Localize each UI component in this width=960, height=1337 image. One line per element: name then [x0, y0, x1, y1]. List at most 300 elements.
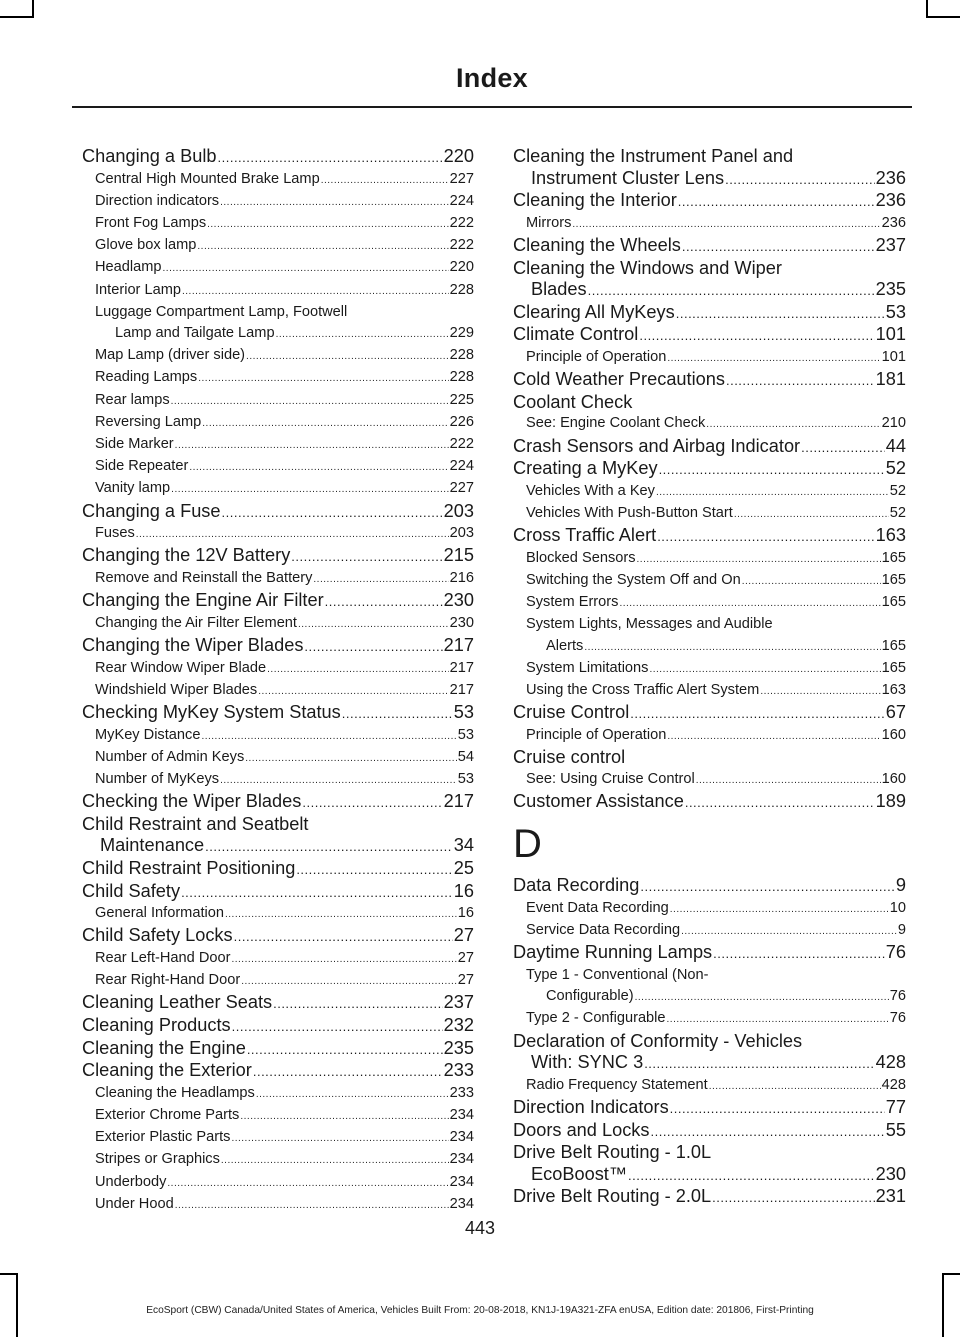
leader-dots: [670, 1098, 885, 1120]
entry-title: Direction Indicators: [513, 1096, 669, 1117]
subentry-title: Switching the System Off and On: [526, 571, 741, 588]
index-entry[interactable]: [82, 835, 474, 858]
subentry-page[interactable]: 165: [881, 637, 906, 654]
subentry-title: Configurable): [546, 988, 634, 1005]
index-subentry[interactable]: [513, 413, 906, 435]
subentry-title: Underbody: [95, 1173, 167, 1190]
index-entry[interactable]: [82, 925, 474, 948]
subentry-page[interactable]: 165: [881, 571, 906, 588]
subentry-title: Using the Cross Traffic Alert System: [526, 681, 760, 698]
index-entry[interactable]: [82, 791, 474, 814]
index-entry[interactable]: [513, 458, 906, 481]
index-subentry[interactable]: [82, 280, 474, 302]
leader-dots: [709, 1076, 881, 1097]
index-subentry[interactable]: [82, 568, 474, 590]
entry-title-line: Cleaning the Windows and Wiper: [513, 257, 782, 278]
subentry-page[interactable]: 27: [457, 972, 474, 989]
subentry-title: Headlamp: [95, 259, 162, 276]
leader-dots: [231, 949, 456, 970]
index-entry[interactable]: [513, 525, 906, 548]
index-entry[interactable]: [513, 369, 906, 392]
leader-dots: [588, 280, 875, 302]
entry-title: Drive Belt Routing - 2.0L: [513, 1186, 712, 1207]
entry-page[interactable]: 236: [875, 167, 906, 188]
subentry-page[interactable]: 428: [881, 1076, 906, 1093]
subentry-title-line: Type 1 - Conventional (Non-: [526, 966, 709, 983]
subentry-page[interactable]: 160: [881, 726, 906, 743]
entry-page[interactable]: 189: [875, 790, 906, 811]
index-entry[interactable]: [513, 791, 906, 814]
entry-title: Changing a Fuse: [82, 500, 221, 521]
subentry-page[interactable]: 228: [449, 369, 474, 386]
subentry-page[interactable]: 27: [457, 950, 474, 966]
entry-title: Clearing All MyKeys: [513, 301, 675, 322]
index-subentry[interactable]: [82, 523, 474, 545]
subentry-page[interactable]: 226: [449, 413, 474, 430]
subentry-page[interactable]: 234: [449, 1173, 474, 1190]
subentry-page[interactable]: 160: [881, 770, 906, 787]
leader-dots: [202, 413, 448, 434]
entry-page[interactable]: 181: [875, 369, 906, 390]
leader-dots: [726, 370, 875, 392]
entry-page[interactable]: 34: [453, 835, 474, 856]
entry-page[interactable]: 215: [443, 545, 474, 566]
entry-title: Cold Weather Precautions: [513, 369, 725, 390]
index-subentry[interactable]: [82, 478, 474, 500]
entry-page[interactable]: 52: [885, 458, 906, 479]
subentry-page[interactable]: 234: [449, 1129, 474, 1146]
entry-page[interactable]: 203: [443, 500, 474, 521]
subentry-page[interactable]: 217: [449, 659, 474, 676]
crop-mark-top-right: [926, 0, 960, 18]
leader-dots: [628, 1165, 875, 1187]
entry-title: Climate Control: [513, 324, 639, 345]
index-subentry[interactable]: [82, 1127, 474, 1149]
subentry-page[interactable]: 10: [889, 899, 906, 916]
leader-dots: [713, 943, 885, 965]
subentry-title-line: Luggage Compartment Lamp, Footwell: [95, 303, 348, 320]
subentry-page[interactable]: 16: [457, 905, 474, 922]
subentry-page[interactable]: 163: [881, 681, 906, 698]
leader-dots: [258, 681, 448, 702]
index-entry[interactable]: [82, 858, 474, 881]
index-subentry[interactable]: [513, 658, 906, 680]
entry-title: Child Safety: [82, 880, 181, 901]
index-entry[interactable]: [513, 190, 906, 213]
leader-dots: [302, 792, 442, 814]
leader-dots: [231, 1128, 448, 1149]
subentry-page[interactable]: 230: [449, 614, 474, 631]
subentry-page[interactable]: 210: [881, 415, 906, 432]
entry-title: Crash Sensors and Airbag Indicator: [513, 435, 801, 456]
index-subentry[interactable]: [82, 725, 474, 747]
index-entry[interactable]: [82, 545, 474, 568]
index-entry[interactable]: [513, 1186, 906, 1209]
entry-page[interactable]: 233: [443, 1060, 474, 1081]
subentry-title: Stripes or Graphics: [95, 1151, 220, 1168]
subentry-page[interactable]: 228: [449, 281, 474, 298]
subentry-title: Interior Lamp: [95, 281, 181, 298]
subentry-page[interactable]: 220: [449, 259, 474, 276]
subentry-title: Blocked Sensors: [526, 549, 636, 566]
leader-dots: [225, 904, 457, 925]
subentry-page[interactable]: 222: [449, 215, 474, 231]
subentry-title: Number of MyKeys: [95, 771, 220, 788]
index-entry[interactable]: [82, 590, 474, 613]
entry-page[interactable]: 217: [443, 791, 474, 812]
entry-title: Cruise Control: [513, 702, 630, 723]
entry-title: Changing the Engine Air Filter: [82, 590, 324, 611]
leader-dots: [656, 482, 889, 503]
index-entry[interactable]: [82, 146, 474, 169]
entry-page[interactable]: 101: [875, 324, 906, 345]
entry-page[interactable]: 217: [443, 635, 474, 656]
leader-dots: [637, 549, 881, 570]
subentry-page[interactable]: 236: [881, 214, 906, 231]
entry-page[interactable]: 428: [875, 1052, 906, 1073]
index-subentry[interactable]: [82, 1105, 474, 1127]
subentry-page[interactable]: 234: [449, 1195, 474, 1212]
subentry-page[interactable]: 165: [881, 659, 906, 676]
subentry-title: Glove box lamp: [95, 237, 197, 254]
index-subentry[interactable]: [82, 235, 474, 257]
leader-dots: [342, 703, 453, 725]
entry-page[interactable]: 230: [875, 1163, 906, 1184]
subentry-page[interactable]: 227: [449, 480, 474, 497]
index-entry[interactable]: [513, 1120, 906, 1143]
index-entry[interactable]: [82, 635, 474, 658]
index-entry[interactable]: [513, 702, 906, 725]
leader-dots: [304, 636, 442, 658]
entry-title: With: SYNC 3: [531, 1052, 644, 1073]
index-entry[interactable]: [513, 324, 906, 347]
leader-dots: [189, 457, 448, 478]
entry-page[interactable]: 77: [885, 1096, 906, 1117]
index-subentry[interactable]: [82, 903, 474, 925]
leader-dots: [234, 926, 453, 948]
entry-page[interactable]: 53: [885, 301, 906, 322]
subentry-page[interactable]: 53: [457, 771, 474, 788]
index-subentry[interactable]: [513, 898, 906, 920]
index-subentry[interactable]: [513, 1075, 906, 1097]
entry-page[interactable]: 230: [443, 590, 474, 611]
index-entry[interactable]: [82, 501, 474, 524]
index-subentry[interactable]: [82, 1194, 474, 1216]
entry-title: Child Restraint Positioning: [82, 858, 296, 879]
index-entry[interactable]: [82, 992, 474, 1015]
subentry-page[interactable]: 9: [897, 922, 906, 939]
subentry-title: Type 2 - Configurable: [526, 1010, 666, 1027]
index-subentry[interactable]: [82, 613, 474, 635]
index-subentry[interactable]: [82, 1083, 474, 1105]
index-subentry[interactable]: [82, 390, 474, 412]
leader-dots: [649, 659, 880, 680]
subentry-page[interactable]: 54: [457, 748, 474, 765]
subentry-page[interactable]: 76: [889, 988, 906, 1005]
leader-dots: [619, 593, 880, 614]
subentry-page[interactable]: 165: [881, 594, 906, 611]
subentry-page[interactable]: 229: [449, 325, 474, 342]
leader-dots: [635, 987, 889, 1008]
entry-page[interactable]: 76: [885, 942, 906, 963]
index-entry[interactable]: [513, 279, 906, 302]
entry-page[interactable]: 44: [885, 435, 906, 456]
leader-dots: [678, 191, 875, 213]
entry-title: Checking MyKey System Status: [82, 702, 341, 723]
subentry-page[interactable]: 53: [457, 726, 474, 743]
subentry-page[interactable]: 224: [449, 192, 474, 209]
subentry-page[interactable]: 101: [881, 348, 906, 365]
entry-page[interactable]: 237: [875, 234, 906, 255]
subentry-title: Windshield Wiper Blades: [95, 681, 258, 698]
index-subentry[interactable]: [513, 725, 906, 747]
entry-title: Cleaning the Engine: [82, 1037, 246, 1058]
index-subentry[interactable]: [82, 658, 474, 680]
entry-page[interactable]: 237: [443, 992, 474, 1013]
subentry-page[interactable]: 227: [449, 170, 474, 187]
subentry-page[interactable]: 165: [881, 549, 906, 566]
subentry-page[interactable]: 234: [449, 1151, 474, 1168]
index-subentry[interactable]: [513, 769, 906, 791]
subentry-title: Reversing Lamp: [95, 413, 202, 430]
leader-dots: [296, 859, 452, 881]
entry-page[interactable]: 9: [895, 875, 906, 896]
section-letter: D: [513, 822, 542, 867]
subentry-page[interactable]: 52: [889, 482, 906, 499]
index-subentry[interactable]: [82, 769, 474, 791]
index-subentry[interactable]: [82, 169, 474, 191]
index-entry[interactable]: [513, 436, 906, 459]
subentry-title: Under Hood: [95, 1195, 174, 1212]
entry-title-line: Cleaning the Instrument Panel and: [513, 146, 794, 166]
leader-dots: [670, 899, 889, 920]
entry-page[interactable]: 235: [443, 1037, 474, 1058]
index-entry[interactable]: [513, 1164, 906, 1187]
index-subentry[interactable]: [82, 434, 474, 456]
index-subentry[interactable]: [82, 257, 474, 279]
leader-dots: [706, 414, 880, 435]
subentry-title: Vehicles With Push-Button Start: [526, 504, 733, 521]
index-subentry[interactable]: [82, 323, 474, 345]
index-entry[interactable]: [82, 1060, 474, 1083]
subentry-page[interactable]: 224: [449, 458, 474, 475]
leader-dots: [676, 303, 885, 325]
leader-dots: [584, 637, 880, 658]
leader-dots: [220, 770, 457, 791]
leader-dots: [175, 1195, 449, 1216]
subentry-page[interactable]: 216: [449, 570, 474, 587]
subentry-page[interactable]: 234: [449, 1106, 474, 1123]
entry-page[interactable]: 67: [885, 702, 906, 723]
entry-page[interactable]: 236: [875, 190, 906, 211]
subentry-page[interactable]: 217: [449, 681, 474, 698]
index-entry[interactable]: [82, 881, 474, 904]
leader-dots: [659, 459, 885, 481]
entry-title: Instrument Cluster Lens: [531, 167, 725, 188]
index-subentry[interactable]: [82, 367, 474, 389]
leader-dots: [201, 726, 456, 747]
index-subentry[interactable]: [513, 920, 906, 942]
leader-dots: [681, 921, 897, 942]
subentry-title: See: Using Cruise Control: [526, 770, 695, 787]
index-subentry[interactable]: [82, 1149, 474, 1171]
subentry-page[interactable]: 203: [449, 525, 474, 542]
index-entry[interactable]: [513, 1097, 906, 1120]
subentry-title: Rear Window Wiper Blade: [95, 659, 267, 676]
subentry-title: Side Marker: [95, 436, 174, 453]
index-subentry[interactable]: [513, 636, 906, 658]
leader-dots: [167, 1173, 448, 1194]
subentry-title: Side Repeater: [95, 458, 189, 475]
entry-title: Customer Assistance: [513, 790, 684, 811]
index-column-right: [513, 146, 906, 1209]
index-entry[interactable]: [82, 702, 474, 725]
entry-title: Blades: [531, 279, 587, 300]
index-entry[interactable]: [82, 1038, 474, 1061]
subentry-title: Service Data Recording: [526, 922, 681, 939]
leader-dots: [241, 971, 457, 992]
subentry-page[interactable]: 225: [449, 391, 474, 408]
leader-dots: [245, 748, 457, 769]
leader-dots: [273, 993, 443, 1015]
leader-dots: [205, 836, 453, 858]
entry-title: Daytime Running Lamps: [513, 942, 713, 963]
subentry-page[interactable]: 52: [889, 504, 906, 521]
index-entry[interactable]: [82, 1015, 474, 1038]
crop-mark-top-left: [0, 0, 34, 18]
index-subentry[interactable]: [513, 1008, 906, 1030]
index-subentry[interactable]: [82, 970, 474, 992]
index-subentry[interactable]: [82, 412, 474, 434]
index-subentry[interactable]: [513, 592, 906, 614]
entry-title: Changing the Wiper Blades: [82, 635, 304, 656]
entry-title: Cleaning the Wheels: [513, 234, 681, 255]
index-entry[interactable]: [513, 168, 906, 191]
leader-dots: [650, 1121, 884, 1143]
entry-title: Cruise control: [513, 746, 626, 767]
leader-dots: [175, 435, 449, 456]
leader-dots: [760, 681, 880, 702]
leader-dots: [222, 502, 443, 524]
entry-title: EcoBoost™: [531, 1163, 628, 1184]
index-subentry[interactable]: [513, 570, 906, 592]
entry-page[interactable]: 220: [443, 146, 474, 166]
crop-mark-bottom-right: [942, 1273, 960, 1337]
subentry-title: General Information: [95, 905, 224, 922]
index-subentry[interactable]: [513, 548, 906, 570]
leader-dots: [220, 192, 449, 213]
subentry-title: Exterior Plastic Parts: [95, 1129, 231, 1146]
entry-page[interactable]: 53: [453, 702, 474, 723]
entry-title: Cleaning the Exterior: [82, 1060, 252, 1081]
entry-title: Data Recording: [513, 875, 640, 896]
index-subentry[interactable]: [82, 456, 474, 478]
entry-title: Cross Traffic Alert: [513, 525, 657, 546]
entry-page[interactable]: 27: [453, 925, 474, 946]
subentry-page[interactable]: 222: [449, 237, 474, 254]
entry-page[interactable]: 231: [875, 1186, 906, 1207]
leader-dots: [801, 437, 885, 459]
index-subentry[interactable]: [513, 347, 906, 369]
subentry-page[interactable]: 228: [449, 347, 474, 364]
entry-title-line: Child Restraint and Seatbelt: [82, 813, 309, 834]
leader-dots: [725, 169, 875, 191]
entry-title: Cleaning Leather Seats: [82, 992, 273, 1013]
page-number: 443: [464, 1218, 496, 1238]
subentry-title: Rear Left-Hand Door: [95, 950, 231, 966]
entry-title: Doors and Locks: [513, 1119, 650, 1140]
index-subentry[interactable]: [513, 213, 906, 235]
index-entry[interactable]: [513, 302, 906, 325]
subentry-title: MyKey Distance: [95, 726, 201, 743]
subentry-title: Reading Lamps: [95, 369, 198, 386]
entry-page[interactable]: 232: [443, 1015, 474, 1035]
leader-dots: [198, 368, 448, 389]
index-subentry[interactable]: [82, 747, 474, 769]
index-entry[interactable]: [513, 942, 906, 965]
leader-dots: [276, 324, 449, 345]
subentry-title: System Errors: [526, 594, 619, 611]
entry-title: Checking the Wiper Blades: [82, 791, 302, 812]
crop-mark-bottom-left: [0, 1273, 18, 1337]
subentry-page[interactable]: 233: [449, 1084, 474, 1101]
index-subentry[interactable]: [82, 1172, 474, 1194]
leader-dots: [253, 1061, 443, 1083]
index-subentry[interactable]: [82, 680, 474, 702]
index-subentry[interactable]: [82, 191, 474, 213]
leader-dots: [313, 569, 448, 590]
index-entry[interactable]: [513, 1052, 906, 1075]
leader-dots: [644, 1053, 874, 1075]
subentry-title: Event Data Recording: [526, 899, 669, 916]
index-subentry[interactable]: [513, 986, 906, 1008]
index-subentry[interactable]: [82, 948, 474, 970]
index-subentry[interactable]: [82, 213, 474, 235]
index-entry[interactable]: [513, 235, 906, 258]
entry-title: Cleaning the Interior: [513, 190, 677, 211]
leader-dots: [325, 591, 443, 613]
subentry-title: Mirrors: [526, 214, 572, 231]
entry-page[interactable]: 163: [875, 525, 906, 546]
index-subentry[interactable]: [82, 345, 474, 367]
leader-dots: [298, 614, 449, 635]
leader-dots: [197, 236, 448, 257]
leader-dots: [667, 348, 880, 369]
index-subentry[interactable]: [513, 481, 906, 503]
index-subentry[interactable]: [513, 680, 906, 702]
subentry-page[interactable]: 222: [449, 436, 474, 453]
leader-dots: [640, 876, 895, 898]
subentry-title: Cleaning the Headlamps: [95, 1084, 255, 1101]
entry-page[interactable]: 16: [453, 880, 474, 901]
subentry-title: Vehicles With a Key: [526, 482, 655, 499]
entry-page[interactable]: 235: [875, 279, 906, 300]
entry-title: Maintenance: [100, 835, 205, 856]
page-title: Index: [455, 63, 529, 93]
leader-dots: [240, 1106, 448, 1127]
index-entry[interactable]: [513, 875, 906, 898]
subentry-title: Central High Mounted Brake Lamp: [95, 170, 320, 187]
entry-page[interactable]: 55: [885, 1119, 906, 1140]
entry-page[interactable]: 25: [453, 858, 474, 879]
leader-dots: [572, 214, 880, 235]
leader-dots: [182, 281, 449, 302]
subentry-page[interactable]: 76: [889, 1010, 906, 1027]
leader-dots: [171, 479, 448, 500]
index-subentry[interactable]: [513, 503, 906, 525]
subentry-title: Rear Right-Hand Door: [95, 972, 241, 989]
entry-title: Creating a MyKey: [513, 458, 658, 479]
